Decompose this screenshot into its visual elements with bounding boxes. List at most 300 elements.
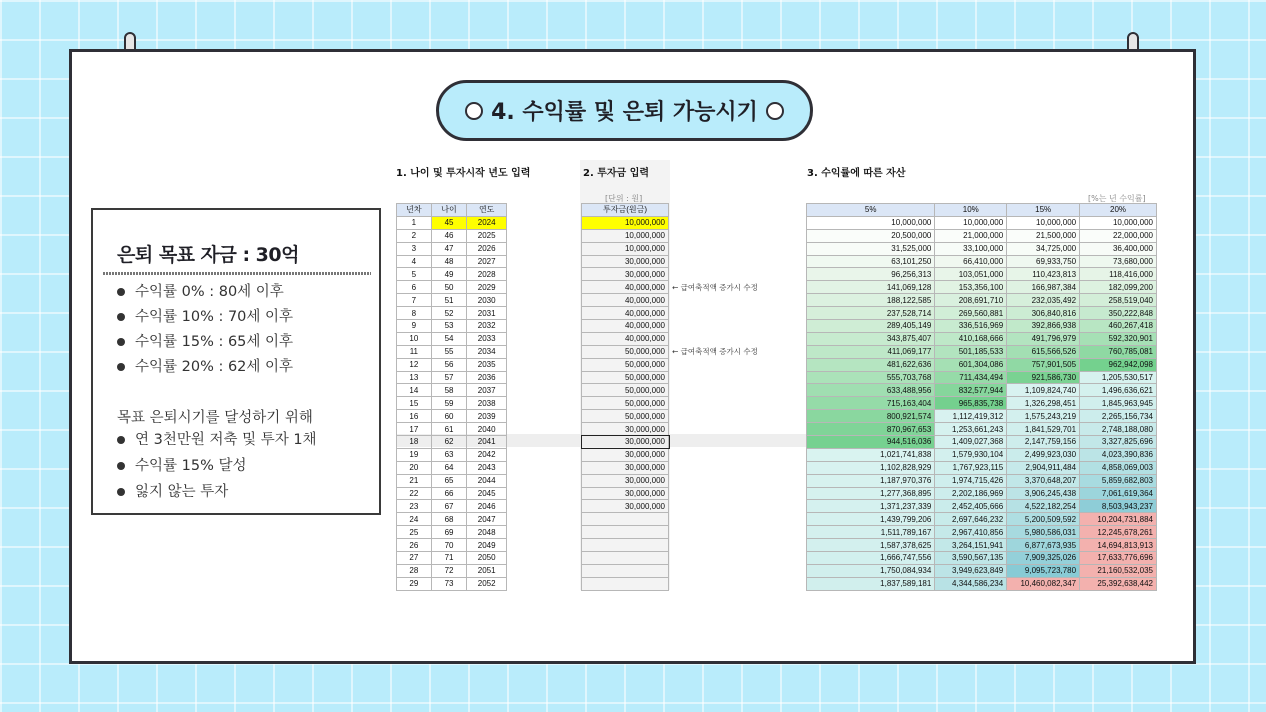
table-row — [582, 320, 669, 333]
year-cell[interactable]: 2039 — [467, 410, 507, 423]
asset-10pct-cell[interactable]: 1,767,923,115 — [935, 461, 1007, 474]
asset-20pct-cell[interactable]: 12,245,678,261 — [1080, 526, 1157, 539]
age-cell[interactable]: 62 — [431, 436, 467, 449]
asset-by-return-table — [806, 203, 1157, 591]
asset-10pct-cell[interactable]: 153,356,100 — [935, 281, 1007, 294]
table-row — [582, 345, 669, 358]
year-index-cell[interactable]: 24 — [397, 513, 432, 526]
year-cell[interactable]: 2051 — [467, 564, 507, 577]
asset-20pct-cell[interactable]: 14,694,813,913 — [1080, 539, 1157, 552]
asset-20pct-cell[interactable]: 4,023,390,836 — [1080, 448, 1157, 461]
note-salary-increase-2: ← 급여축적액 증가시 수정 — [672, 347, 758, 356]
age-cell[interactable]: 61 — [431, 423, 467, 436]
table-row — [582, 539, 669, 552]
divider — [103, 272, 371, 275]
asset-5pct-cell[interactable]: 1,102,828,929 — [807, 461, 935, 474]
year-cell[interactable]: 2047 — [467, 513, 507, 526]
principal-cell[interactable]: 40,000,000 — [582, 307, 669, 320]
asset-15pct-cell[interactable]: 2,499,923,030 — [1007, 448, 1080, 461]
year-index-cell[interactable]: 2 — [397, 229, 432, 242]
principal-cell[interactable]: 30,000,000 — [582, 268, 669, 281]
principal-cell[interactable] — [582, 526, 669, 539]
asset-20pct-cell[interactable]: 73,680,000 — [1080, 255, 1157, 268]
asset-20pct-cell[interactable]: 2,748,188,080 — [1080, 423, 1157, 436]
table-row — [807, 384, 1157, 397]
bullet-icon — [117, 288, 125, 296]
asset-10pct-cell[interactable]: 4,344,586,234 — [935, 577, 1007, 590]
asset-20pct-cell[interactable]: 36,400,000 — [1080, 242, 1157, 255]
asset-10pct-cell[interactable]: 3,590,567,135 — [935, 552, 1007, 565]
asset-20pct-cell[interactable]: 17,633,776,696 — [1080, 552, 1157, 565]
principal-cell[interactable]: 40,000,000 — [582, 332, 669, 345]
asset-20pct-cell[interactable]: 460,267,418 — [1080, 320, 1157, 333]
year-cell[interactable]: 2028 — [467, 268, 507, 281]
asset-20pct-cell[interactable]: 10,000,000 — [1080, 216, 1157, 229]
table-row — [807, 371, 1157, 384]
asset-20pct-cell[interactable]: 22,000,000 — [1080, 229, 1157, 242]
bullet-icon — [117, 436, 125, 444]
asset-15pct-cell[interactable]: 34,725,000 — [1007, 242, 1080, 255]
asset-5pct-cell[interactable]: 237,528,714 — [807, 307, 935, 320]
asset-20pct-cell[interactable]: 10,204,731,884 — [1080, 513, 1157, 526]
asset-10pct-cell[interactable]: 601,304,086 — [935, 358, 1007, 371]
col-header-5pct: 5% — [807, 204, 935, 217]
table-row — [397, 500, 507, 513]
principal-cell[interactable] — [582, 564, 669, 577]
age-cell[interactable]: 65 — [431, 474, 467, 487]
age-cell[interactable]: 49 — [431, 268, 467, 281]
year-index-cell[interactable]: 27 — [397, 552, 432, 565]
table-row — [582, 423, 669, 436]
asset-10pct-cell[interactable]: 965,835,738 — [935, 397, 1007, 410]
asset-10pct-cell[interactable]: 3,264,151,941 — [935, 539, 1007, 552]
asset-15pct-cell[interactable]: 232,035,492 — [1007, 294, 1080, 307]
principal-cell[interactable]: 50,000,000 — [582, 410, 669, 423]
asset-20pct-cell[interactable]: 25,392,638,442 — [1080, 577, 1157, 590]
asset-10pct-cell[interactable]: 1,253,661,243 — [935, 423, 1007, 436]
asset-15pct-cell[interactable]: 9,095,723,780 — [1007, 564, 1080, 577]
principal-cell[interactable]: 40,000,000 — [582, 294, 669, 307]
asset-20pct-cell[interactable]: 350,222,848 — [1080, 307, 1157, 320]
asset-20pct-cell[interactable]: 258,519,040 — [1080, 294, 1157, 307]
asset-15pct-cell[interactable]: 1,841,529,701 — [1007, 423, 1080, 436]
table-row — [582, 281, 669, 294]
asset-15pct-cell[interactable]: 21,500,000 — [1007, 229, 1080, 242]
asset-10pct-cell[interactable]: 2,967,410,856 — [935, 526, 1007, 539]
bullet-icon — [117, 488, 125, 496]
asset-10pct-cell[interactable]: 336,516,969 — [935, 320, 1007, 333]
principal-cell[interactable] — [582, 552, 669, 565]
age-cell[interactable]: 71 — [431, 552, 467, 565]
asset-5pct-cell[interactable]: 20,500,000 — [807, 229, 935, 242]
year-cell[interactable]: 2038 — [467, 397, 507, 410]
table-row — [397, 461, 507, 474]
year-index-cell[interactable]: 5 — [397, 268, 432, 281]
table-row — [397, 281, 507, 294]
year-index-cell[interactable]: 13 — [397, 371, 432, 384]
table-row — [397, 216, 507, 229]
year-cell[interactable]: 2045 — [467, 487, 507, 500]
table-row — [582, 474, 669, 487]
circle-icon-right — [766, 102, 784, 120]
table-row — [807, 577, 1157, 590]
year-cell[interactable]: 2042 — [467, 448, 507, 461]
year-index-cell[interactable]: 29 — [397, 577, 432, 590]
table-row — [582, 294, 669, 307]
year-index-cell[interactable]: 11 — [397, 345, 432, 358]
table-row — [807, 436, 1157, 449]
age-cell[interactable]: 59 — [431, 397, 467, 410]
year-index-cell[interactable]: 1 — [397, 216, 432, 229]
asset-10pct-cell[interactable]: 2,452,405,666 — [935, 500, 1007, 513]
table-row — [807, 552, 1157, 565]
table-row — [397, 513, 507, 526]
asset-20pct-cell[interactable]: 3,327,825,696 — [1080, 436, 1157, 449]
asset-20pct-cell[interactable]: 1,496,636,621 — [1080, 384, 1157, 397]
asset-20pct-cell[interactable]: 1,845,963,945 — [1080, 397, 1157, 410]
asset-10pct-cell[interactable]: 1,409,027,368 — [935, 436, 1007, 449]
asset-15pct-cell[interactable]: 110,423,813 — [1007, 268, 1080, 281]
asset-20pct-cell[interactable]: 962,942,098 — [1080, 358, 1157, 371]
age-cell[interactable]: 63 — [431, 448, 467, 461]
asset-5pct-cell[interactable]: 1,277,368,895 — [807, 487, 935, 500]
principal-cell[interactable]: 30,000,000 — [582, 255, 669, 268]
asset-15pct-cell[interactable]: 3,370,648,207 — [1007, 474, 1080, 487]
table-row — [582, 332, 669, 345]
year-cell[interactable]: 2043 — [467, 461, 507, 474]
table-row — [397, 564, 507, 577]
principal-cell[interactable]: 30,000,000 — [582, 500, 669, 513]
age-cell[interactable]: 73 — [431, 577, 467, 590]
asset-5pct-cell[interactable]: 1,666,747,556 — [807, 552, 935, 565]
col-header-year-index: 년차 — [397, 204, 432, 217]
age-cell[interactable]: 66 — [431, 487, 467, 500]
principal-cell[interactable]: 50,000,000 — [582, 371, 669, 384]
asset-5pct-cell[interactable]: 96,256,313 — [807, 268, 935, 281]
principal-cell[interactable]: 50,000,000 — [582, 384, 669, 397]
asset-5pct-cell[interactable]: 289,405,149 — [807, 320, 935, 333]
age-cell[interactable]: 60 — [431, 410, 467, 423]
principal-cell[interactable]: 30,000,000 — [582, 436, 669, 449]
age-cell[interactable]: 67 — [431, 500, 467, 513]
asset-15pct-cell[interactable]: 2,904,911,484 — [1007, 461, 1080, 474]
asset-15pct-cell[interactable]: 306,840,816 — [1007, 307, 1080, 320]
asset-15pct-cell[interactable]: 166,987,384 — [1007, 281, 1080, 294]
asset-15pct-cell[interactable]: 1,109,824,740 — [1007, 384, 1080, 397]
table-row — [397, 320, 507, 333]
principal-cell[interactable]: 30,000,000 — [582, 423, 669, 436]
table-row — [397, 332, 507, 345]
year-index-cell[interactable]: 18 — [397, 436, 432, 449]
year-index-cell[interactable]: 19 — [397, 448, 432, 461]
asset-20pct-cell[interactable]: 21,160,532,035 — [1080, 564, 1157, 577]
table-row — [582, 307, 669, 320]
table-row — [807, 307, 1157, 320]
age-cell[interactable]: 64 — [431, 461, 467, 474]
goal-rate-list — [117, 280, 293, 380]
table-row — [807, 513, 1157, 526]
year-cell[interactable]: 2041 — [467, 436, 507, 449]
table-row — [397, 255, 507, 268]
year-cell[interactable]: 2025 — [467, 229, 507, 242]
table-row — [807, 423, 1157, 436]
asset-10pct-cell[interactable]: 66,410,000 — [935, 255, 1007, 268]
asset-10pct-cell[interactable]: 1,974,715,426 — [935, 474, 1007, 487]
age-cell[interactable]: 53 — [431, 320, 467, 333]
age-cell[interactable]: 55 — [431, 345, 467, 358]
bullet-icon — [117, 313, 125, 321]
table-row — [582, 436, 669, 449]
asset-5pct-cell[interactable]: 1,021,741,838 — [807, 448, 935, 461]
goal-title: 은퇴 목표 자금 : 30억 — [117, 244, 299, 266]
principal-cell[interactable]: 10,000,000 — [582, 242, 669, 255]
asset-5pct-cell[interactable]: 1,750,084,934 — [807, 564, 935, 577]
year-cell[interactable]: 2044 — [467, 474, 507, 487]
age-cell[interactable]: 46 — [431, 229, 467, 242]
asset-10pct-cell[interactable]: 10,000,000 — [935, 216, 1007, 229]
year-cell[interactable]: 2048 — [467, 526, 507, 539]
list-item: 수익률 15% 달성 — [117, 453, 317, 479]
year-cell[interactable]: 2050 — [467, 552, 507, 565]
table-row — [582, 552, 669, 565]
table-row — [582, 410, 669, 423]
asset-15pct-cell[interactable]: 10,460,082,347 — [1007, 577, 1080, 590]
asset-15pct-cell[interactable]: 6,877,673,935 — [1007, 539, 1080, 552]
slide-title: 4. 수익률 및 은퇴 가능시기 — [491, 100, 758, 125]
asset-15pct-cell[interactable]: 69,933,750 — [1007, 255, 1080, 268]
age-cell[interactable]: 47 — [431, 242, 467, 255]
asset-10pct-cell[interactable]: 1,112,419,312 — [935, 410, 1007, 423]
asset-20pct-cell[interactable]: 592,320,901 — [1080, 332, 1157, 345]
age-cell[interactable]: 45 — [431, 216, 467, 229]
principal-cell[interactable]: 30,000,000 — [582, 461, 669, 474]
asset-10pct-cell[interactable]: 711,434,494 — [935, 371, 1007, 384]
asset-20pct-cell[interactable]: 8,503,943,237 — [1080, 500, 1157, 513]
age-cell[interactable]: 54 — [431, 332, 467, 345]
asset-20pct-cell[interactable]: 7,061,619,364 — [1080, 487, 1157, 500]
section3-title: 3. 수익률에 따른 자산 — [807, 168, 906, 179]
year-cell[interactable]: 2046 — [467, 500, 507, 513]
asset-5pct-cell[interactable]: 800,921,574 — [807, 410, 935, 423]
year-cell[interactable]: 2033 — [467, 332, 507, 345]
table-row — [582, 268, 669, 281]
year-cell[interactable]: 2026 — [467, 242, 507, 255]
table-row — [582, 448, 669, 461]
age-cell[interactable]: 72 — [431, 564, 467, 577]
year-cell[interactable]: 2027 — [467, 255, 507, 268]
table-row — [397, 268, 507, 281]
table-row — [807, 564, 1157, 577]
asset-5pct-cell[interactable]: 1,439,799,206 — [807, 513, 935, 526]
asset-5pct-cell[interactable]: 944,516,036 — [807, 436, 935, 449]
table-row — [397, 436, 507, 449]
principal-cell[interactable]: 30,000,000 — [582, 448, 669, 461]
year-cell[interactable]: 2032 — [467, 320, 507, 333]
asset-5pct-cell[interactable]: 188,122,585 — [807, 294, 935, 307]
asset-15pct-cell[interactable]: 4,522,182,254 — [1007, 500, 1080, 513]
table-row — [397, 371, 507, 384]
year-cell[interactable]: 2036 — [467, 371, 507, 384]
year-index-cell[interactable]: 21 — [397, 474, 432, 487]
asset-5pct-cell[interactable]: 1,187,970,376 — [807, 474, 935, 487]
year-index-cell[interactable]: 9 — [397, 320, 432, 333]
principal-cell[interactable]: 30,000,000 — [582, 474, 669, 487]
asset-5pct-cell[interactable]: 10,000,000 — [807, 216, 935, 229]
asset-20pct-cell[interactable]: 118,416,000 — [1080, 268, 1157, 281]
table-row — [397, 552, 507, 565]
year-index-cell[interactable]: 15 — [397, 397, 432, 410]
age-cell[interactable]: 69 — [431, 526, 467, 539]
asset-15pct-cell[interactable]: 615,566,526 — [1007, 345, 1080, 358]
section3-unit: [%는 년 수익률] — [1088, 194, 1146, 203]
principal-cell[interactable] — [582, 539, 669, 552]
asset-20pct-cell[interactable]: 1,205,530,517 — [1080, 371, 1157, 384]
year-index-cell[interactable]: 20 — [397, 461, 432, 474]
asset-5pct-cell[interactable]: 633,488,956 — [807, 384, 935, 397]
table-row — [582, 229, 669, 242]
year-index-cell[interactable]: 22 — [397, 487, 432, 500]
asset-15pct-cell[interactable]: 921,586,730 — [1007, 371, 1080, 384]
age-cell[interactable]: 51 — [431, 294, 467, 307]
table-row — [807, 255, 1157, 268]
asset-5pct-cell[interactable]: 1,837,589,181 — [807, 577, 935, 590]
year-index-cell[interactable]: 17 — [397, 423, 432, 436]
col-header-20pct: 20% — [1080, 204, 1157, 217]
table-row — [807, 242, 1157, 255]
asset-5pct-cell[interactable]: 481,622,636 — [807, 358, 935, 371]
goal-action-list — [117, 427, 317, 505]
year-index-cell[interactable]: 12 — [397, 358, 432, 371]
asset-10pct-cell[interactable]: 2,697,646,232 — [935, 513, 1007, 526]
age-cell[interactable]: 68 — [431, 513, 467, 526]
asset-10pct-cell[interactable]: 33,100,000 — [935, 242, 1007, 255]
asset-5pct-cell[interactable]: 411,069,177 — [807, 345, 935, 358]
asset-10pct-cell[interactable]: 269,560,881 — [935, 307, 1007, 320]
principal-cell[interactable]: 10,000,000 — [582, 216, 669, 229]
principal-cell[interactable]: 50,000,000 — [582, 358, 669, 371]
table-row — [397, 487, 507, 500]
year-cell[interactable]: 2031 — [467, 307, 507, 320]
asset-5pct-cell[interactable]: 1,371,237,339 — [807, 500, 935, 513]
asset-20pct-cell[interactable]: 760,785,081 — [1080, 345, 1157, 358]
principal-cell[interactable] — [582, 577, 669, 590]
asset-10pct-cell[interactable]: 2,202,186,969 — [935, 487, 1007, 500]
asset-10pct-cell[interactable]: 103,051,000 — [935, 268, 1007, 281]
table-row — [582, 371, 669, 384]
year-index-cell[interactable]: 14 — [397, 384, 432, 397]
table-row — [397, 474, 507, 487]
year-index-cell[interactable]: 4 — [397, 255, 432, 268]
year-index-cell[interactable]: 7 — [397, 294, 432, 307]
year-index-cell[interactable]: 8 — [397, 307, 432, 320]
year-index-cell[interactable]: 26 — [397, 539, 432, 552]
asset-15pct-cell[interactable]: 1,326,298,451 — [1007, 397, 1080, 410]
asset-15pct-cell[interactable]: 5,200,509,592 — [1007, 513, 1080, 526]
asset-10pct-cell[interactable]: 501,185,533 — [935, 345, 1007, 358]
age-cell[interactable]: 50 — [431, 281, 467, 294]
year-cell[interactable]: 2035 — [467, 358, 507, 371]
table-row — [807, 539, 1157, 552]
principal-cell[interactable]: 10,000,000 — [582, 229, 669, 242]
year-cell[interactable]: 2040 — [467, 423, 507, 436]
age-cell[interactable]: 58 — [431, 384, 467, 397]
asset-5pct-cell[interactable]: 31,525,000 — [807, 242, 935, 255]
age-cell[interactable]: 57 — [431, 371, 467, 384]
col-header-principal: 투자금(원금) — [582, 204, 669, 217]
asset-10pct-cell[interactable]: 1,579,930,104 — [935, 448, 1007, 461]
year-index-cell[interactable]: 6 — [397, 281, 432, 294]
principal-cell[interactable]: 40,000,000 — [582, 281, 669, 294]
col-header-year: 연도 — [467, 204, 507, 217]
asset-15pct-cell[interactable]: 2,147,759,156 — [1007, 436, 1080, 449]
year-index-cell[interactable]: 16 — [397, 410, 432, 423]
table-row — [397, 294, 507, 307]
year-cell[interactable]: 2052 — [467, 577, 507, 590]
asset-5pct-cell[interactable]: 715,163,404 — [807, 397, 935, 410]
principal-cell[interactable] — [582, 513, 669, 526]
table-row — [397, 448, 507, 461]
list-item: 수익률 20% : 62세 이후 — [117, 355, 293, 380]
asset-5pct-cell[interactable]: 1,587,378,625 — [807, 539, 935, 552]
age-cell[interactable]: 48 — [431, 255, 467, 268]
year-cell[interactable]: 2034 — [467, 345, 507, 358]
asset-10pct-cell[interactable]: 21,000,000 — [935, 229, 1007, 242]
asset-5pct-cell[interactable]: 141,069,128 — [807, 281, 935, 294]
asset-15pct-cell[interactable]: 10,000,000 — [1007, 216, 1080, 229]
asset-10pct-cell[interactable]: 3,949,623,849 — [935, 564, 1007, 577]
asset-20pct-cell[interactable]: 5,859,682,803 — [1080, 474, 1157, 487]
list-item: 연 3천만원 저축 및 투자 1채 — [117, 427, 317, 453]
age-cell[interactable]: 56 — [431, 358, 467, 371]
asset-20pct-cell[interactable]: 182,099,200 — [1080, 281, 1157, 294]
principal-cell[interactable]: 50,000,000 — [582, 397, 669, 410]
principal-cell[interactable]: 40,000,000 — [582, 320, 669, 333]
asset-15pct-cell[interactable]: 1,575,243,219 — [1007, 410, 1080, 423]
asset-10pct-cell[interactable]: 208,691,710 — [935, 294, 1007, 307]
principal-cell[interactable]: 50,000,000 — [582, 345, 669, 358]
year-index-cell[interactable]: 23 — [397, 500, 432, 513]
table-row — [807, 320, 1157, 333]
year-index-cell[interactable]: 3 — [397, 242, 432, 255]
asset-5pct-cell[interactable]: 1,511,789,167 — [807, 526, 935, 539]
asset-20pct-cell[interactable]: 4,858,069,003 — [1080, 461, 1157, 474]
year-cell[interactable]: 2030 — [467, 294, 507, 307]
asset-5pct-cell[interactable]: 63,101,250 — [807, 255, 935, 268]
year-index-cell[interactable]: 25 — [397, 526, 432, 539]
asset-20pct-cell[interactable]: 2,265,156,734 — [1080, 410, 1157, 423]
asset-10pct-cell[interactable]: 832,577,944 — [935, 384, 1007, 397]
asset-15pct-cell[interactable]: 5,980,586,031 — [1007, 526, 1080, 539]
asset-5pct-cell[interactable]: 555,703,768 — [807, 371, 935, 384]
asset-10pct-cell[interactable]: 410,168,666 — [935, 332, 1007, 345]
asset-5pct-cell[interactable]: 343,875,407 — [807, 332, 935, 345]
asset-15pct-cell[interactable]: 757,901,505 — [1007, 358, 1080, 371]
principal-cell[interactable]: 30,000,000 — [582, 487, 669, 500]
year-cell[interactable]: 2029 — [467, 281, 507, 294]
year-cell[interactable]: 2037 — [467, 384, 507, 397]
asset-15pct-cell[interactable]: 7,909,325,026 — [1007, 552, 1080, 565]
asset-15pct-cell[interactable]: 491,796,979 — [1007, 332, 1080, 345]
asset-5pct-cell[interactable]: 870,967,653 — [807, 423, 935, 436]
asset-15pct-cell[interactable]: 3,906,245,438 — [1007, 487, 1080, 500]
year-cell[interactable]: 2024 — [467, 216, 507, 229]
age-cell[interactable]: 52 — [431, 307, 467, 320]
year-index-cell[interactable]: 28 — [397, 564, 432, 577]
year-cell[interactable]: 2049 — [467, 539, 507, 552]
year-index-cell[interactable]: 10 — [397, 332, 432, 345]
age-cell[interactable]: 70 — [431, 539, 467, 552]
asset-15pct-cell[interactable]: 392,866,938 — [1007, 320, 1080, 333]
